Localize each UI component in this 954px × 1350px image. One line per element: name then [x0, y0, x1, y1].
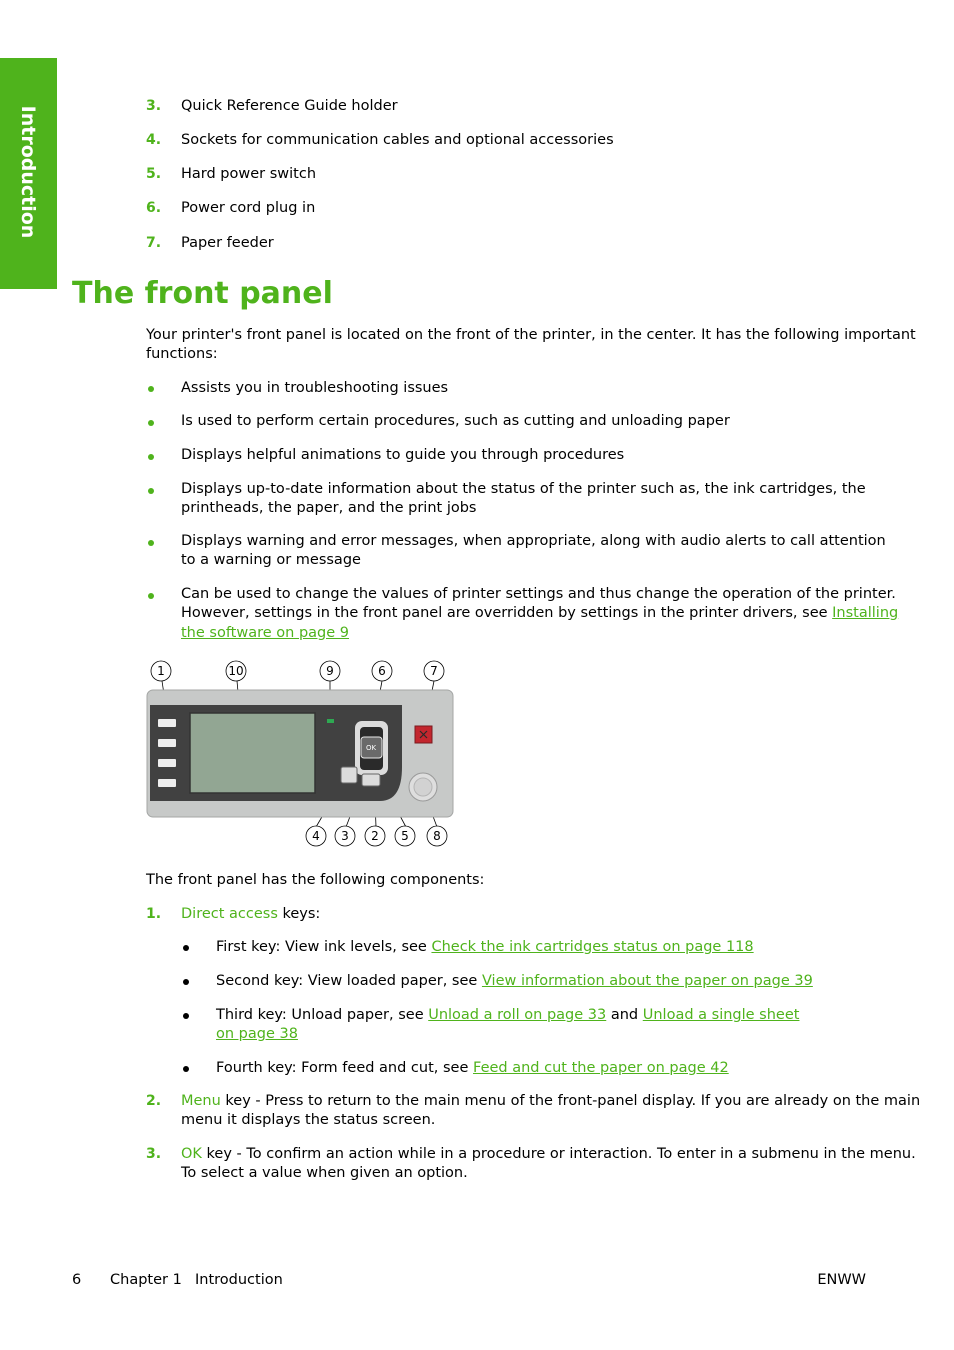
- footer-page-number: 6: [72, 1272, 82, 1288]
- bullet-icon: [183, 945, 189, 951]
- callout-label: 6: [378, 664, 386, 678]
- component-number: 3.: [146, 1146, 162, 1162]
- bullet-icon: [148, 488, 154, 494]
- component-number: 2.: [146, 1093, 162, 1109]
- list-item: Power cord plug in: [181, 200, 316, 216]
- bullet-icon: [183, 979, 189, 985]
- unload-roll-link[interactable]: Unload a roll on page 33: [428, 1007, 607, 1023]
- intro-line-1: Your printer's front panel is located on the front of the printer, in the center. It has the following important: [146, 327, 916, 343]
- list-item: Sockets for communication cables and optional accessories: [181, 132, 614, 148]
- list-number: 6.: [146, 200, 162, 216]
- bullet-icon: [183, 1013, 189, 1019]
- key-item: [216, 1059, 729, 1078]
- function-item-cont: to a warning or message: [181, 552, 361, 568]
- callout-label: 1: [157, 664, 165, 678]
- footer-section: Introduction: [195, 1272, 283, 1288]
- bullet-icon: [148, 454, 154, 460]
- component-2: [181, 1092, 920, 1111]
- ok-key-label: OK: [365, 744, 377, 752]
- bullet-icon: [148, 420, 154, 426]
- callout-label: 5: [401, 829, 409, 843]
- function-item-text: However, settings in the front panel are overridden by settings in the printer drivers, see: [181, 605, 833, 621]
- intro-line-2: functions:: [146, 346, 218, 362]
- key-item-text: Second key: View loaded paper, see: [216, 973, 482, 989]
- function-item-cont: [181, 604, 898, 623]
- function-item: Can be used to change the values of printer settings and thus change the operation of the printer.: [181, 586, 896, 602]
- component-3: [181, 1145, 916, 1164]
- key-item-text: Third key: Unload paper, see: [216, 1007, 429, 1023]
- ok-term[interactable]: OK: [181, 1146, 202, 1162]
- installing-link[interactable]: Installing: [832, 605, 899, 621]
- callout-label: 9: [326, 664, 334, 678]
- callout-label: 8: [433, 829, 441, 843]
- key-item-text: Fourth key: Form feed and cut, see: [216, 1060, 474, 1076]
- bullet-icon: [148, 593, 154, 599]
- unload-sheet-page-link[interactable]: on page 38: [216, 1026, 298, 1042]
- front-panel-diagram: [140, 655, 470, 855]
- components-intro: The front panel has the following components:: [146, 872, 485, 888]
- bullet-icon: [148, 540, 154, 546]
- footer-chapter: Chapter 1: [110, 1272, 182, 1288]
- key-item-cont: [216, 1025, 298, 1044]
- callout-label: 4: [312, 829, 320, 843]
- paper-info-link[interactable]: View information about the paper on page 39: [481, 973, 813, 989]
- list-number: 5.: [146, 166, 162, 182]
- bullet-icon: [148, 386, 154, 392]
- component-1: [181, 905, 320, 924]
- bullet-icon: [183, 1066, 189, 1072]
- direct-access-term[interactable]: Direct access: [181, 906, 278, 922]
- list-item: Hard power switch: [181, 166, 317, 182]
- callout-label: 3: [341, 829, 349, 843]
- list-item: Quick Reference Guide holder: [181, 98, 398, 114]
- function-item: Is used to perform certain procedures, such as cutting and unloading paper: [181, 413, 730, 429]
- component-3-text: key - To confirm an action while in a procedure or interaction. To enter in a submenu in the menu.: [201, 1146, 916, 1162]
- list-number: 3.: [146, 98, 162, 114]
- unload-sheet-link[interactable]: Unload a single sheet: [642, 1007, 800, 1023]
- component-2-cont: menu it displays the status screen.: [181, 1112, 436, 1128]
- software-page-link[interactable]: the software on page 9: [181, 625, 350, 641]
- key-item-and: and: [606, 1007, 643, 1023]
- component-number: 1.: [146, 906, 162, 922]
- feed-cut-link[interactable]: Feed and cut the paper on page 42: [473, 1060, 729, 1076]
- callout-label: 7: [430, 664, 438, 678]
- menu-term[interactable]: Menu: [181, 1093, 221, 1109]
- page-title: The front panel: [72, 276, 333, 311]
- function-item: Displays helpful animations to guide you through procedures: [181, 447, 625, 463]
- component-2-text: key - Press to return to the main menu of the front-panel display. If you are already on the main: [220, 1093, 921, 1109]
- component-1-text: keys:: [277, 906, 321, 922]
- key-item-text: First key: View ink levels, see: [216, 939, 432, 955]
- function-item: Assists you in troubleshooting issues: [181, 380, 449, 396]
- key-item: [216, 938, 754, 957]
- function-item: Displays up-to-date information about the status of the printer such as, the ink cartridges, the: [181, 481, 866, 497]
- side-tab-label: Introduction: [17, 105, 39, 239]
- list-item: Paper feeder: [181, 235, 274, 251]
- component-3-cont: To select a value when given an option.: [181, 1165, 468, 1181]
- function-item-cont: printheads, the paper, and the print jobs: [181, 500, 477, 516]
- footer-right: ENWW: [817, 1272, 866, 1288]
- list-number: 7.: [146, 235, 162, 251]
- function-item-cont: [181, 624, 349, 643]
- ink-status-link[interactable]: Check the ink cartridges status on page 118: [431, 939, 754, 955]
- key-item: [216, 1006, 799, 1025]
- callout-label: 10: [228, 664, 244, 678]
- key-item: [216, 972, 813, 991]
- list-number: 4.: [146, 132, 162, 148]
- callout-label: 2: [371, 829, 379, 843]
- function-item: Displays warning and error messages, when appropriate, along with audio alerts to call attention: [181, 533, 886, 549]
